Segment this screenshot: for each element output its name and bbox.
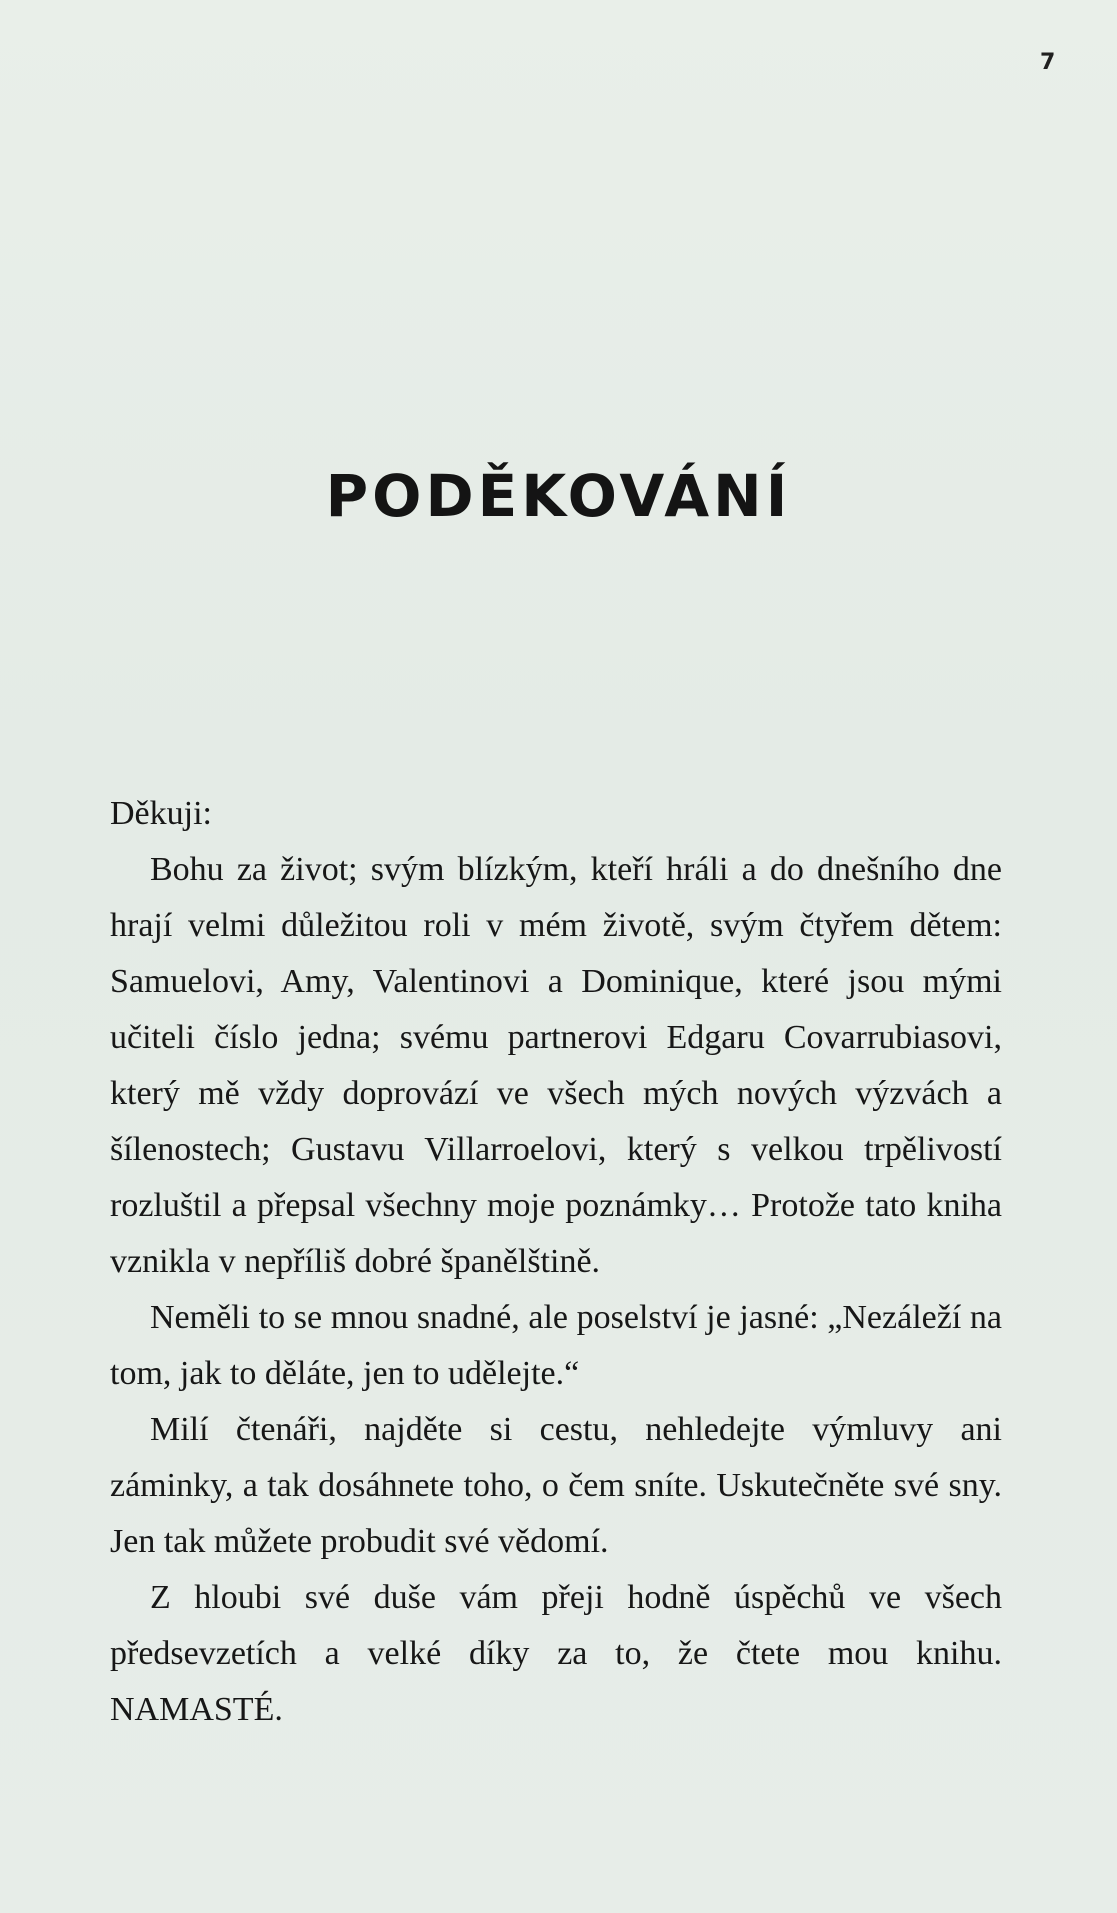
paragraph: Milí čtenáři, najděte si cestu, nehledejte výmluvy ani záminky, a tak dosáhnete toho, o čem sníte. Uskutečněte své sny. Jen tak můžete probudit své vědomí. [110, 1411, 1002, 1560]
paragraph: Z hloubi své duše vám přeji hodně úspěchů ve všech předsevzetích a velké díky za to, že čtete mou knihu. NAMASTÉ. [110, 1579, 1002, 1728]
page-number: 7 [1040, 50, 1056, 75]
acknowledgements-text [110, 786, 1002, 1738]
chapter-title: PODĚKOVÁNÍ [325, 462, 792, 530]
paragraph: Neměli to se mnou snadné, ale poselství je jasné: „Nezáleží na tom, jak to děláte, jen to udělejte.“ [110, 1299, 1002, 1392]
paragraph: Bohu za život; svým blízkým, kteří hráli a do dnešního dne hrají velmi důležitou roli v mém životě, svým čtyřem dětem: Samuelovi, Amy, Valentinovi a Dominique, které jsou mými učiteli číslo jedna; svému partnerovi Edgaru Covarrubiasovi, který mě vždy doprovází ve všech mých nových výzvách a šílenostech; Gustavu Villarroelovi, který s velkou trpělivostí rozluštil a přepsal všechny moje poznámky… Protože tato kniha vznikla v nepříliš dobré španělštině. [110, 851, 1002, 1280]
paragraph-intro: Děkuji: [110, 795, 212, 832]
